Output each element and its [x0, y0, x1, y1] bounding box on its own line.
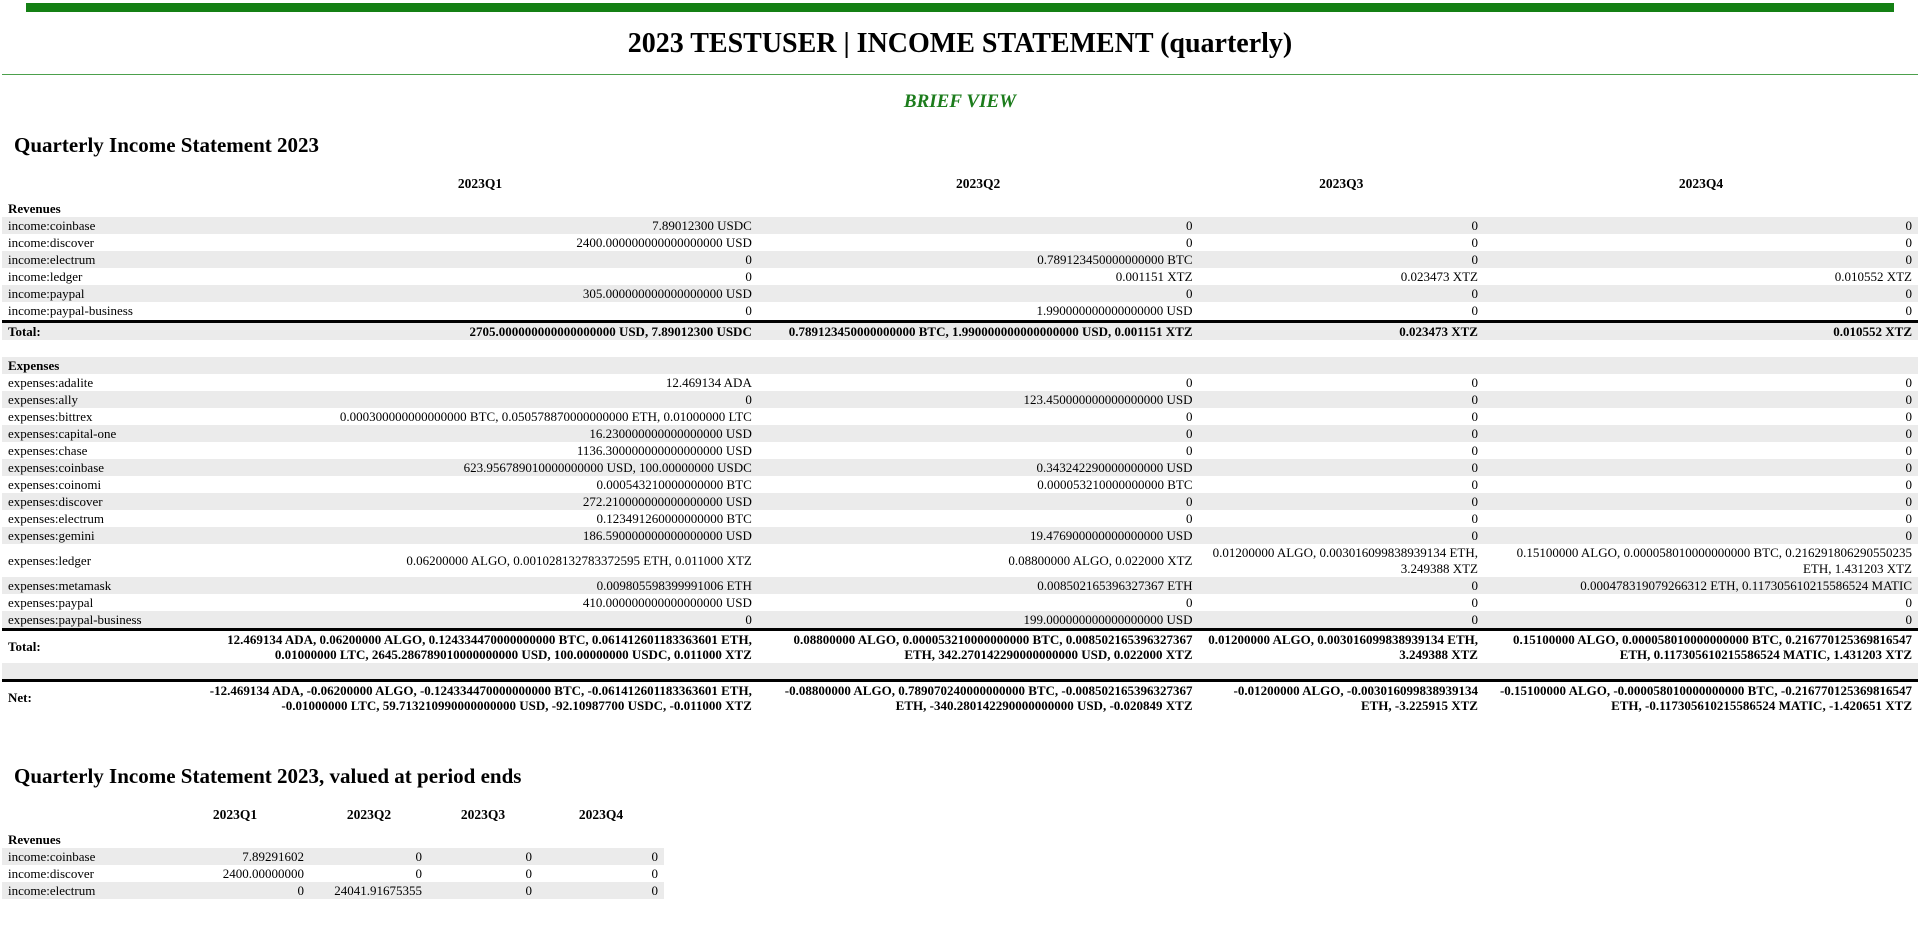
- column-header: 2023Q1: [212, 806, 258, 822]
- account-cell: Total:: [8, 323, 41, 339]
- value-cell: 7.89012300 USDC: [652, 218, 752, 234]
- value-cell: 0: [1186, 286, 1193, 302]
- spacer-cell: [2, 663, 1918, 680]
- section-label: Revenues: [8, 201, 61, 216]
- value-cell: 0: [1186, 408, 1193, 424]
- account-row: [2, 476, 1918, 493]
- spacer-row: [2, 340, 1918, 357]
- section-label: Expenses: [8, 357, 60, 373]
- column-header: 2023Q4: [578, 806, 624, 822]
- value-cell: 0: [1905, 252, 1912, 268]
- account-cell: expenses:coinomi: [8, 477, 102, 493]
- section-label-row: [2, 831, 664, 848]
- total-row: [2, 321, 1918, 340]
- account-row: [2, 527, 1918, 544]
- value-cell: 0.000543210000000000 BTC: [596, 477, 752, 493]
- value-cell: 0: [745, 303, 752, 319]
- value-cell: 0: [1471, 391, 1478, 407]
- value-cell: 0: [1471, 594, 1478, 610]
- value-cell: 0: [1905, 594, 1912, 610]
- account-cell: expenses:discover: [8, 494, 103, 510]
- value-cell: 0: [1905, 303, 1912, 319]
- value-cell: 0: [1471, 408, 1478, 424]
- value-cell: 0: [745, 391, 752, 407]
- value-cell: 0.789123450000000000 BTC, 1.990000000000000000 USD, 0.001151 XTZ: [788, 323, 1193, 339]
- value-cell: 0: [651, 865, 658, 881]
- value-cell: 0: [1471, 528, 1478, 544]
- value-cell: 0.06200000 ALGO, 0.001028132783372595 ETH, 0.011000 XTZ: [406, 553, 752, 569]
- account-cell: expenses:chase: [8, 443, 88, 459]
- account-row: [2, 442, 1918, 459]
- account-row: [2, 251, 1918, 268]
- value-cell: 0: [1471, 611, 1478, 627]
- account-row: [2, 268, 1918, 285]
- value-cell: 0: [1471, 425, 1478, 441]
- value-cell: 0: [651, 848, 658, 864]
- account-cell: income:discover: [8, 235, 94, 251]
- account-cell: expenses:metamask: [8, 577, 112, 593]
- value-cell: 0.343242290000000000 USD: [1036, 460, 1193, 476]
- value-cell: 1.990000000000000000 USD: [1036, 303, 1193, 319]
- value-cell: 0: [1905, 494, 1912, 510]
- account-cell: expenses:bittrex: [8, 408, 93, 424]
- value-cell: 0: [1905, 477, 1912, 493]
- value-cell: -12.469134 ADA, -0.06200000 ALGO, -0.124334470000000000 BTC, -0.061412601183363601 ETH, -0.01000000 LTC, 59.713210990000000000 USD, -92.10987700 USDC, -0.011000 XTZ: [209, 682, 752, 713]
- account-row: [2, 302, 1918, 321]
- account-cell: expenses:ally: [8, 391, 79, 407]
- value-cell: 0: [1905, 374, 1912, 390]
- value-cell: 0.08800000 ALGO, 0.022000 XTZ: [1008, 553, 1193, 569]
- account-row: [2, 865, 664, 882]
- value-cell: 0: [1905, 460, 1912, 476]
- section-label-row: [2, 200, 1918, 217]
- account-row: [2, 848, 664, 865]
- value-cell: 0: [745, 611, 752, 627]
- account-row: [2, 217, 1918, 234]
- value-cell: 0.789123450000000000 BTC: [1037, 252, 1193, 268]
- top-green-bar: [26, 3, 1894, 12]
- value-cell: 0: [1471, 218, 1478, 234]
- account-cell: expenses:capital-one: [8, 425, 117, 441]
- value-cell: 2705.000000000000000000 USD, 7.89012300 USDC: [469, 323, 752, 339]
- value-cell: 1136.300000000000000000 USD: [576, 443, 752, 459]
- value-cell: 0.15100000 ALGO, 0.000058010000000000 BTC, 0.216770125369816547 ETH, 0.117305610215586524 MATIC, 1.431203 XTZ: [1512, 631, 1912, 662]
- account-cell: expenses:ledger: [8, 553, 92, 569]
- value-cell: 0: [297, 882, 304, 898]
- value-cell: 0: [1905, 286, 1912, 302]
- account-row: [2, 234, 1918, 251]
- page-title: 2023 TESTUSER | INCOME STATEMENT (quarterly): [627, 28, 1293, 59]
- account-cell: income:paypal: [8, 286, 85, 302]
- value-cell: 272.210000000000000000 USD: [582, 494, 752, 510]
- view-subtitle: BRIEF VIEW: [903, 91, 1017, 112]
- value-cell: 0.023473 XTZ: [1399, 323, 1478, 339]
- value-cell: 305.000000000000000000 USD: [582, 286, 752, 302]
- value-cell: 0: [1905, 611, 1912, 627]
- income-statement-table: [2, 174, 1918, 714]
- value-cell: 0: [1471, 577, 1478, 593]
- value-cell: 0.023473 XTZ: [1400, 269, 1478, 285]
- account-row: [2, 425, 1918, 442]
- value-cell: 0: [745, 269, 752, 285]
- value-cell: 0.000478319079266312 ETH, 0.117305610215586524 MATIC: [1580, 577, 1912, 593]
- value-cell: 0: [1905, 511, 1912, 527]
- valued-statement-heading: Quarterly Income Statement 2023, valued at period ends: [14, 763, 522, 788]
- account-row: [2, 544, 1918, 576]
- column-header-row: [2, 174, 1918, 200]
- value-cell: -0.01200000 ALGO, -0.003016099838939134 ETH, -3.225915 XTZ: [1233, 682, 1478, 713]
- value-cell: 2400.000000000000000000 USD: [576, 235, 752, 251]
- value-cell: 0: [525, 865, 532, 881]
- value-cell: 0: [1186, 425, 1193, 441]
- value-cell: 0: [525, 882, 532, 898]
- value-cell: 0.010552 XTZ: [1833, 323, 1912, 339]
- value-cell: 0: [1471, 286, 1478, 302]
- value-cell: -0.08800000 ALGO, 0.789070240000000000 BTC, -0.008502165396327367 ETH, -340.280142290000000000 USD, -0.020849 XTZ: [784, 682, 1193, 713]
- account-row: [2, 510, 1918, 527]
- account-row: [2, 285, 1918, 302]
- value-cell: 0.010552 XTZ: [1834, 269, 1912, 285]
- value-cell: 7.89291602: [242, 848, 304, 864]
- value-cell: 0.008502165396327367 ETH: [1037, 577, 1193, 593]
- total-row: [2, 629, 1918, 663]
- value-cell: 0.123491260000000000 BTC: [596, 511, 752, 527]
- column-header-blank: [2, 174, 202, 200]
- value-cell: 0: [1471, 303, 1478, 319]
- value-cell: 0: [1471, 460, 1478, 476]
- value-cell: 410.000000000000000000 USD: [582, 594, 752, 610]
- account-cell: income:paypal-business: [8, 303, 133, 319]
- value-cell: 199.000000000000000000 USD: [1023, 611, 1193, 627]
- value-cell: 0: [1186, 374, 1193, 390]
- value-cell: 0: [1186, 235, 1193, 251]
- value-cell: 0.001151 XTZ: [1115, 269, 1193, 285]
- account-row: [2, 611, 1918, 630]
- valued-statement-table: [2, 805, 664, 899]
- account-cell: expenses:paypal-business: [8, 611, 142, 627]
- column-header: 2023Q2: [346, 806, 392, 822]
- account-cell: income:discover: [8, 865, 94, 881]
- value-cell: 0: [415, 865, 422, 881]
- account-row: [2, 577, 1918, 594]
- value-cell: 623.956789010000000000 USD, 100.00000000 USDC: [463, 460, 752, 476]
- value-cell: 0: [1471, 511, 1478, 527]
- value-cell: 0: [1471, 477, 1478, 493]
- value-cell: 0.000300000000000000 BTC, 0.050578870000000000 ETH, 0.01000000 LTC: [339, 408, 752, 424]
- value-cell: 123.450000000000000000 USD: [1023, 391, 1193, 407]
- value-cell: 0: [745, 252, 752, 268]
- account-cell: income:electrum: [8, 252, 96, 268]
- value-cell: 0: [1186, 218, 1193, 234]
- value-cell: 0: [1471, 494, 1478, 510]
- account-row: [2, 459, 1918, 476]
- value-cell: 0: [1186, 511, 1193, 527]
- account-cell: expenses:electrum: [8, 511, 105, 527]
- account-row: [2, 493, 1918, 510]
- value-cell: 2400.00000000: [222, 865, 304, 881]
- value-cell: 0: [1905, 528, 1912, 544]
- value-cell: 0: [1905, 443, 1912, 459]
- column-header: 2023Q2: [956, 176, 1001, 191]
- value-cell: 19.476900000000000000 USD: [1030, 528, 1193, 544]
- value-cell: 0: [1471, 252, 1478, 268]
- account-cell: Total:: [8, 639, 41, 655]
- value-cell: 16.230000000000000000 USD: [589, 425, 752, 441]
- statement-heading: Quarterly Income Statement 2023: [14, 133, 320, 157]
- account-cell: income:coinbase: [8, 848, 96, 864]
- green-divider: [2, 74, 1918, 75]
- value-cell: 0.009805598399991006 ETH: [596, 577, 752, 593]
- column-header-row: [2, 805, 664, 831]
- value-cell: 186.590000000000000000 USD: [582, 528, 752, 544]
- spacer-row: [2, 663, 1918, 680]
- account-cell: expenses:paypal: [8, 594, 94, 610]
- value-cell: 0: [1186, 494, 1193, 510]
- value-cell: 12.469134 ADA, 0.06200000 ALGO, 0.124334470000000000 BTC, 0.061412601183363601 ETH, 0.01000000 LTC, 2645.286789010000000000 USD, 100.00000000 USDC, 0.011000 XTZ: [227, 631, 752, 662]
- value-cell: 0: [1471, 443, 1478, 459]
- value-cell: 0.01200000 ALGO, 0.003016099838939134 ETH, 3.249388 XTZ: [1212, 545, 1478, 576]
- account-row: [2, 408, 1918, 425]
- account-row: [2, 374, 1918, 391]
- value-cell: 0.01200000 ALGO, 0.003016099838939134 ETH, 3.249388 XTZ: [1208, 631, 1478, 662]
- section-label: Revenues: [8, 831, 61, 847]
- net-row: [2, 680, 1918, 714]
- column-header: 2023Q3: [1319, 176, 1364, 191]
- column-header: 2023Q4: [1678, 176, 1724, 191]
- value-cell: 0: [1905, 391, 1912, 407]
- account-row: [2, 594, 1918, 611]
- account-cell: expenses:adalite: [8, 374, 94, 390]
- value-cell: 24041.91675355: [334, 882, 422, 898]
- column-header-blank: [2, 805, 160, 831]
- value-cell: -0.15100000 ALGO, -0.000058010000000000 BTC, -0.216770125369816547 ETH, -0.117305610215586524 MATIC, -1.420651 XTZ: [1499, 682, 1912, 713]
- value-cell: 0: [651, 882, 658, 898]
- value-cell: 0.000053210000000000 BTC: [1037, 477, 1193, 493]
- account-cell: income:electrum: [8, 882, 96, 898]
- value-cell: 0: [1471, 374, 1478, 390]
- value-cell: 12.469134 ADA: [665, 374, 752, 390]
- value-cell: 0: [1905, 235, 1912, 251]
- column-header: 2023Q3: [460, 806, 506, 822]
- account-cell: expenses:coinbase: [8, 460, 105, 476]
- account-cell: income:ledger: [8, 269, 83, 285]
- account-cell: Net:: [8, 690, 32, 706]
- value-cell: 0.08800000 ALGO, 0.000053210000000000 BTC, 0.008502165396327367 ETH, 342.270142290000000000 USD, 0.022000 XTZ: [793, 631, 1193, 662]
- value-cell: 0: [1905, 425, 1912, 441]
- value-cell: 0: [1471, 235, 1478, 251]
- value-cell: 0: [1905, 408, 1912, 424]
- value-cell: 0: [525, 848, 532, 864]
- value-cell: 0: [415, 848, 422, 864]
- account-cell: expenses:gemini: [8, 528, 95, 544]
- account-cell: income:coinbase: [8, 218, 96, 234]
- value-cell: 0: [1186, 594, 1193, 610]
- value-cell: 0: [1905, 218, 1912, 234]
- value-cell: 0.15100000 ALGO, 0.000058010000000000 BTC, 0.216291806290550235 ETH, 1.431203 XTZ: [1516, 545, 1912, 576]
- account-row: [2, 391, 1918, 408]
- account-row: [2, 882, 664, 899]
- spacer-cell: [2, 340, 1918, 357]
- column-header: 2023Q1: [457, 176, 503, 191]
- value-cell: 0: [1186, 443, 1193, 459]
- section-label-row: [2, 357, 1918, 374]
